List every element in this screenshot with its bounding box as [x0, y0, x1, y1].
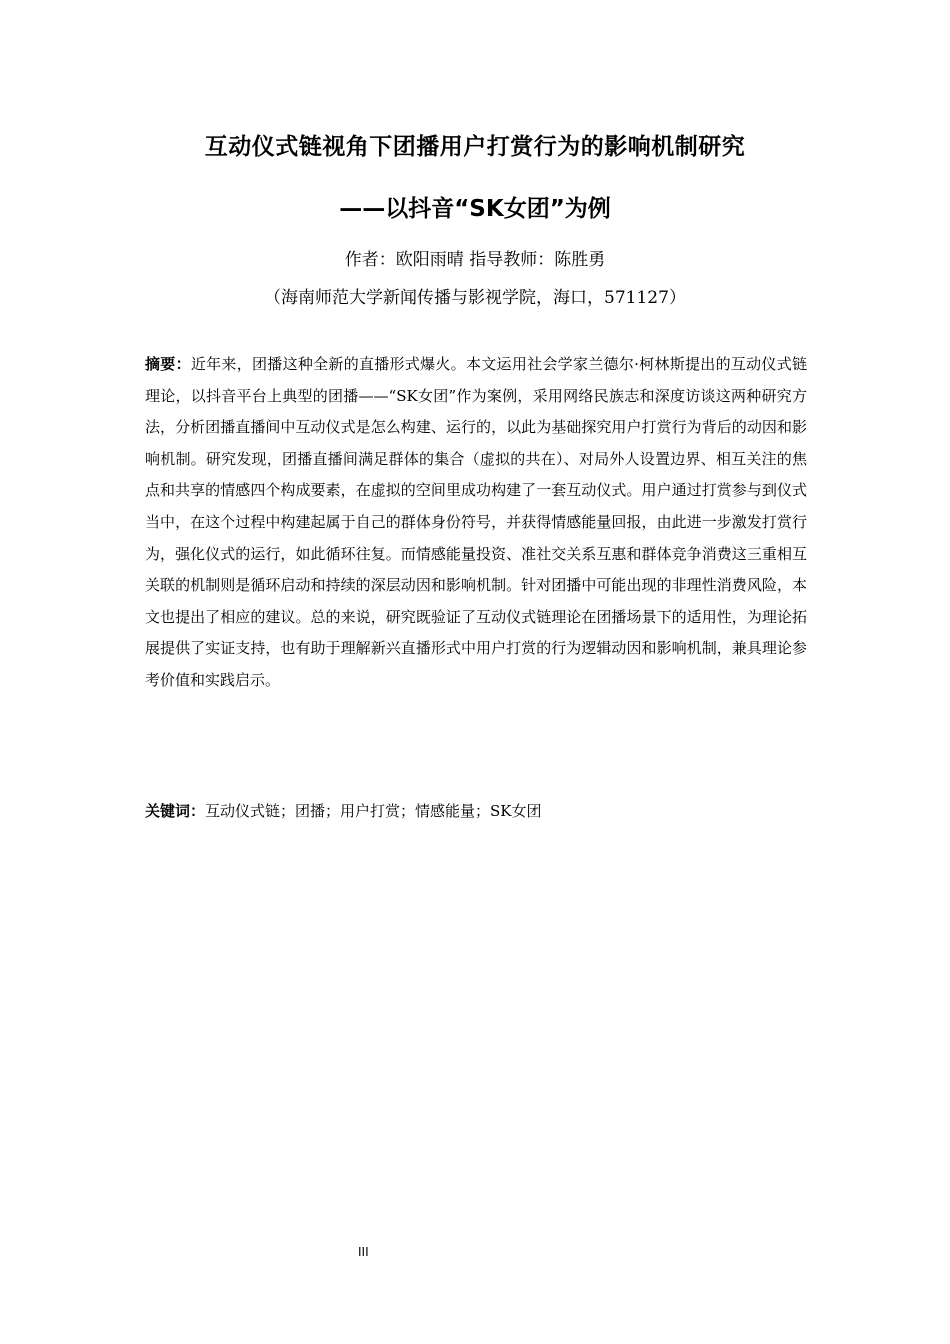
- keywords-line: [145, 796, 807, 828]
- abstract-text: 近年来，团播这种全新的直播形式爆火。本文运用社会学家兰德尔·柯林斯提出的互动仪式链理论，以抖音平台上典型的团播——“SK女团”作为案例，采用网络民族志和深度访谈这两种研究方法，分析团播直播间中互动仪式是怎么构建、运行的，以此为基础探究用户打赏行为背后的动因和影响机制。研究发现，团播直播间满足群体的集合（虚拟的共在）、对局外人设置边界、相互关注的焦点和共享的情感四个构成要素，在虚拟的空间里成功构建了一套互动仪式。用户通过打赏参与到仪式当中，在这个过程中构建起属于自己的群体身份符号，并获得情感能量回报，由此进一步激发打赏行为，强化仪式的运行，如此循环往复。而情感能量投资、准社交关系互惠和群体竞争消费这三重相互关联的机制则是循环启动和持续的深层动因和影响机制。针对团播中可能出现的非理性消费风险，本文也提出了相应的建议。总的来说，研究既验证了互动仪式链理论在团播场景下的适用性，为理论拓展提供了实证支持，也有助于理解新兴直播形式中用户打赏的行为逻辑动因和影响机制，兼具理论参考价值和实践启示。: [145, 355, 807, 689]
- page-number: III: [358, 1245, 369, 1259]
- abstract-paragraph: [145, 349, 807, 697]
- author-line: 作者：欧阳雨晴 指导教师：陈胜勇: [344, 250, 606, 270]
- abstract-label: 摘要：: [145, 355, 191, 373]
- paper-subtitle: ——以抖音“SK女团”为例: [339, 196, 611, 222]
- affiliation-line: （海南师范大学新闻传播与影视学院，海口，571127）: [264, 288, 686, 308]
- keywords-text: 互动仪式链；团播；用户打赏；情感能量；SK女团: [205, 802, 542, 820]
- paper-title: 互动仪式链视角下团播用户打赏行为的影响机制研究: [204, 134, 746, 160]
- keywords-label: 关键词：: [145, 802, 206, 820]
